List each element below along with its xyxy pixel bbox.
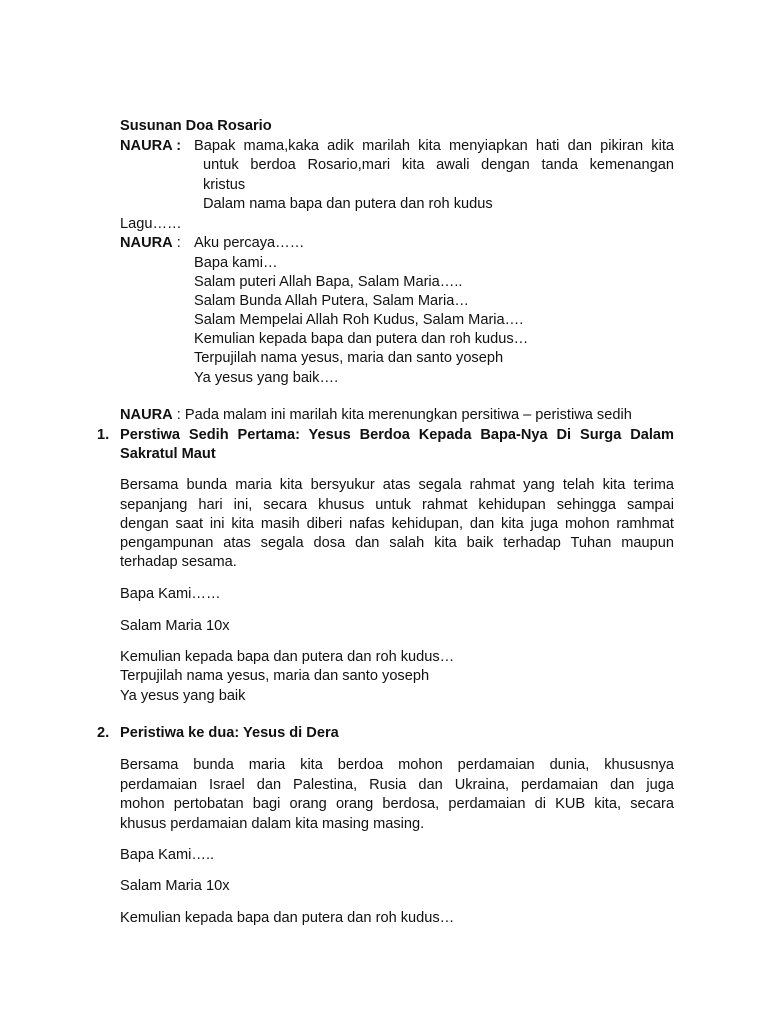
section-paragraph-line: mohon pertobatan bagi orang orang berdosa, perdamaian di KUB kita, secara xyxy=(120,796,674,812)
section-heading: Peristiwa ke dua: Yesus di Dera xyxy=(120,725,339,741)
closing-line: Terpujilah nama yesus, maria dan santo yoseph xyxy=(120,668,430,684)
prayer-item: Salam Mempelai Allah Roh Kudus, Salam Maria…. xyxy=(194,312,524,328)
document-title: Susunan Doa Rosario xyxy=(120,118,272,134)
prayer-item: Salam puteri Allah Bapa, Salam Maria….. xyxy=(194,274,463,290)
our-father-line: Bapa Kami….. xyxy=(120,847,215,863)
reflection-line xyxy=(120,406,632,425)
prayers-speaker-label: NAURA xyxy=(120,235,173,251)
section-heading: Perstiwa Sedih Pertama: Yesus Berdoa Kepada Bapa-Nya Di Surga Dalam xyxy=(120,427,674,443)
prayer-item: Kemulian kepada bapa dan putera dan roh kudus… xyxy=(194,331,529,347)
section-paragraph-line: pengampunan atas segala dosa dan salah kita baik terhadap Tuhan maupun xyxy=(120,535,674,551)
prayer-item: Aku percaya…… xyxy=(194,235,305,251)
section-heading: Sakratul Maut xyxy=(120,446,216,462)
intro-line: kristus xyxy=(203,177,246,193)
section-paragraph-line: perdamaian Israel dan Palestina, Rusia dan Ukraina, perdamaian dan juga xyxy=(120,777,674,793)
our-father-line: Bapa Kami…… xyxy=(120,586,221,602)
section-paragraph-line: Bersama bunda maria kita bersyukur atas segala rahmat yang telah kita terima xyxy=(120,477,674,493)
hail-mary-line: Salam Maria 10x xyxy=(120,618,230,634)
section-number: 2. xyxy=(97,725,110,741)
reflection-speaker-label: NAURA xyxy=(120,407,173,423)
section-paragraph-line: sepanjang hari ini, secara khusus untuk rahmat kehidupan sehingga sampai xyxy=(120,497,674,513)
prayer-item: Terpujilah nama yesus, maria dan santo yoseph xyxy=(194,350,504,366)
prayer-item: Ya yesus yang baik…. xyxy=(194,370,339,386)
hail-mary-line: Salam Maria 10x xyxy=(120,878,230,894)
prayer-item: Salam Bunda Allah Putera, Salam Maria… xyxy=(194,293,469,309)
closing-line: Ya yesus yang baik xyxy=(120,688,246,704)
section-number: 1. xyxy=(97,427,110,443)
section-paragraph-line: khusus perdamaian dalam kita masing masing. xyxy=(120,816,425,832)
closing-line: Kemulian kepada bapa dan putera dan roh kudus… xyxy=(120,649,455,665)
section-paragraph-line: terhadap sesama. xyxy=(120,554,237,570)
intro-line: Dalam nama bapa dan putera dan roh kudus xyxy=(203,196,493,212)
section-paragraph-line: Bersama bunda maria kita berdoa mohon perdamaian dunia, khususnya xyxy=(120,757,674,773)
prayer-item: Bapa kami… xyxy=(194,255,278,271)
intro-line: untuk berdoa Rosario,mari kita awali dengan tanda kemenangan xyxy=(203,157,674,173)
section-paragraph-line: dengan saat ini kita masih diberi nafas kehidupan, dan kita juga mohon ramhmat xyxy=(120,516,674,532)
intro-speaker-label: NAURA : xyxy=(120,138,182,154)
prayers-colon: : xyxy=(172,235,181,251)
song-line: Lagu…… xyxy=(120,216,182,232)
reflection-text: : Pada malam ini marilah kita merenungkan persitiwa – peristiwa sedih xyxy=(172,407,632,423)
prayers-speaker xyxy=(120,234,181,253)
intro-line: Bapak mama,kaka adik marilah kita menyiapkan hati dan pikiran kita xyxy=(194,138,674,154)
closing-line: Kemulian kepada bapa dan putera dan roh kudus… xyxy=(120,910,455,926)
